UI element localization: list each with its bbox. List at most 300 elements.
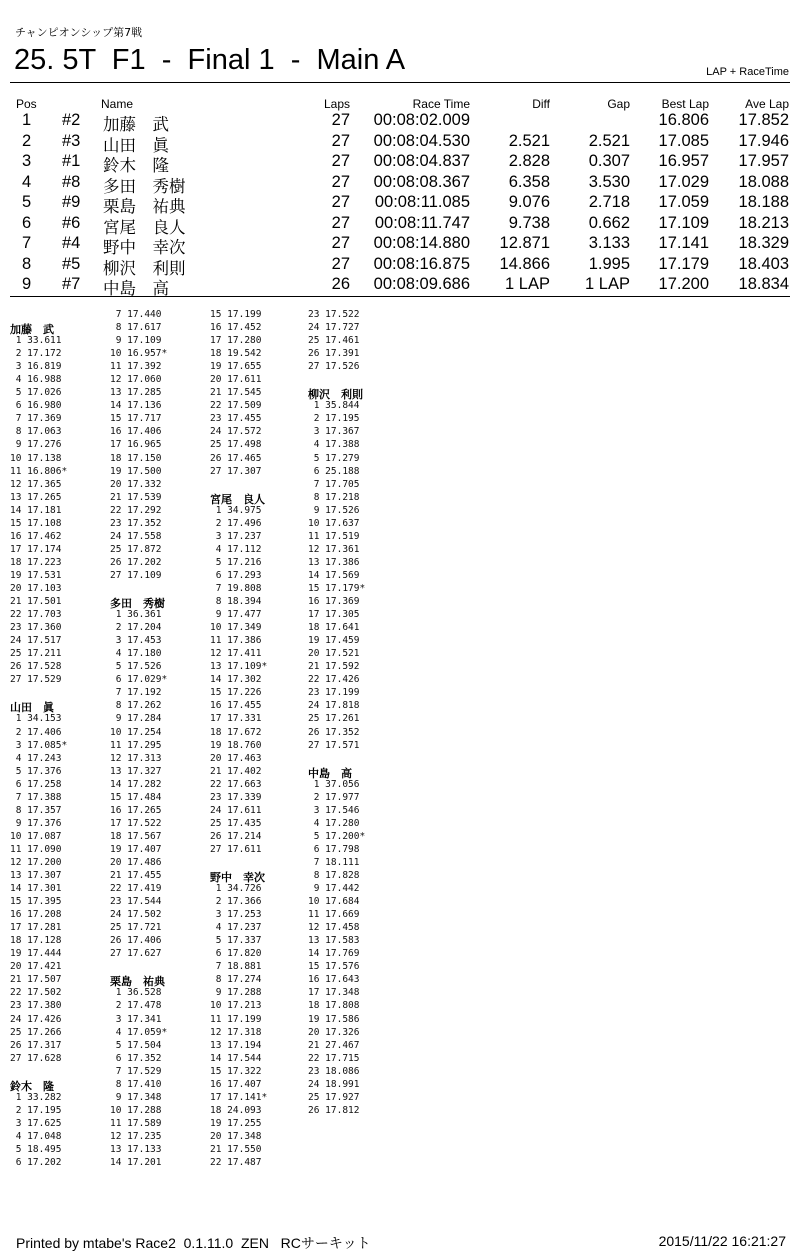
result-diff: 2.828 xyxy=(508,152,550,170)
lap-time: 20 17.348 xyxy=(210,1130,262,1142)
lap-time: 4 17.280 xyxy=(308,817,360,829)
lap-time: 14 17.301 xyxy=(10,883,62,895)
driver-heading: 多田 秀樹 xyxy=(110,597,165,611)
lap-time: 1 34.975 xyxy=(210,504,262,516)
lap-time: 19 17.407 xyxy=(110,843,162,855)
section-rule xyxy=(10,296,790,297)
lap-time: 16 17.369 xyxy=(308,596,360,608)
lap-time: 7 17.705 xyxy=(308,478,360,490)
result-best-lap: 17.059 xyxy=(658,193,709,211)
lap-time: 3 17.253 xyxy=(210,909,262,921)
result-best-lap: 17.179 xyxy=(658,254,709,273)
lap-time: 24 17.611 xyxy=(210,804,262,816)
lap-time: 26 17.352 xyxy=(308,726,360,738)
lap-time: 23 17.522 xyxy=(308,309,360,320)
lap-time: 2 17.478 xyxy=(110,1000,162,1012)
lap-time: 6 17.352 xyxy=(110,1052,162,1064)
result-race-time: 00:08:11.747 xyxy=(374,213,470,232)
lap-time: 11 17.295 xyxy=(110,739,162,751)
result-driver-name: 宮尾 良人 xyxy=(103,218,186,237)
lap-time: 25 17.721 xyxy=(110,922,162,934)
lap-time: 6 17.798 xyxy=(308,843,360,855)
lap-time: 10 17.087 xyxy=(10,830,62,842)
lap-time: 13 17.265 xyxy=(10,491,62,503)
result-ave-lap: 17.957 xyxy=(738,152,789,170)
lap-time: 10 17.138 xyxy=(10,452,62,464)
lap-time: 12 17.365 xyxy=(10,478,62,490)
result-ave-lap: 18.403 xyxy=(738,254,789,273)
result-driver-name: 野中 幸次 xyxy=(103,239,186,257)
lap-time: 8 17.357 xyxy=(10,804,62,816)
lap-time: 13 17.194 xyxy=(210,1039,262,1051)
lap-time: 25 17.461 xyxy=(308,335,360,347)
result-pos: 2 xyxy=(22,131,32,150)
lap-time: 13 17.327 xyxy=(110,765,162,777)
lap-time: 21 17.550 xyxy=(210,1144,262,1155)
lap-time: 15 17.395 xyxy=(10,896,62,908)
spacer xyxy=(110,960,210,973)
lap-time: 2 17.195 xyxy=(10,1104,62,1116)
lap-time: 11 17.589 xyxy=(110,1117,162,1129)
lap-time: 9 17.442 xyxy=(308,883,360,895)
lap-time: 16 17.265 xyxy=(110,804,162,816)
race-title: 25. 5T F1 - Final 1 - Main A xyxy=(14,44,406,76)
lap-time: 24 17.426 xyxy=(10,1013,62,1025)
result-car-number: #9 xyxy=(62,193,81,211)
result-laps: 27 xyxy=(331,172,350,191)
result-laps: 27 xyxy=(331,111,350,129)
lap-time: 21 17.592 xyxy=(308,661,360,673)
lap-time: 27 17.627 xyxy=(110,948,162,960)
spacer xyxy=(10,308,110,321)
header-race-time: Race Time xyxy=(412,97,470,111)
result-car-number: #1 xyxy=(62,152,81,170)
lap-time: 25 17.927 xyxy=(308,1091,360,1103)
lap-time: 9 17.288 xyxy=(210,987,262,999)
result-ave-lap: 18.329 xyxy=(738,234,789,252)
footer-timestamp: 2015/11/22 16:21:27 xyxy=(658,1233,786,1249)
lap-time: 22 17.703 xyxy=(10,609,62,621)
lap-time: 8 18.394 xyxy=(210,596,262,608)
lap-time: 16 17.407 xyxy=(210,1078,262,1090)
lap-time: 15 17.179* xyxy=(308,582,366,594)
spacer xyxy=(10,686,110,699)
result-pos: 8 xyxy=(22,254,32,273)
lap-time: 3 17.367 xyxy=(308,426,360,438)
lap-time: 6 17.029* xyxy=(110,674,168,686)
lap-time: 4 17.388 xyxy=(308,439,360,451)
result-diff: 9.076 xyxy=(508,193,550,211)
lap-time: 24 18.991 xyxy=(308,1078,360,1090)
footer-printed-by: Printed by mtabe's Race2 0.1.11.0 ZEN RCサーキット xyxy=(16,1235,371,1251)
result-ave-lap: 18.213 xyxy=(738,213,789,232)
lap-time: 11 17.199 xyxy=(210,1013,262,1025)
result-gap: 0.307 xyxy=(588,152,630,170)
result-car-number: #2 xyxy=(62,111,81,129)
lap-time: 17 17.522 xyxy=(110,817,162,829)
result-pos: 6 xyxy=(22,213,32,232)
lap-time: 7 17.440 xyxy=(110,309,162,320)
lap-time: 6 16.980 xyxy=(10,400,62,412)
lap-time: 7 17.388 xyxy=(10,791,62,803)
lap-time: 5 17.337 xyxy=(210,935,262,947)
result-pos: 4 xyxy=(22,172,32,191)
result-car-number: #7 xyxy=(62,275,81,293)
driver-heading: 山田 眞 xyxy=(10,701,54,715)
lap-time: 5 17.026 xyxy=(10,387,62,399)
result-pos: 5 xyxy=(22,193,32,211)
lap-time: 12 17.361 xyxy=(308,543,360,555)
lap-time: 9 17.477 xyxy=(210,609,262,621)
result-race-time: 00:08:16.875 xyxy=(373,254,470,273)
lap-time: 10 17.254 xyxy=(110,726,162,738)
lap-time: 26 17.391 xyxy=(308,348,360,360)
lap-time: 18 19.542 xyxy=(210,348,262,360)
result-gap: 2.521 xyxy=(588,131,630,150)
lap-time: 1 37.056 xyxy=(308,778,360,790)
lap-time: 19 17.655 xyxy=(210,361,262,373)
lap-time: 7 17.192 xyxy=(110,687,162,699)
lap-time: 23 17.544 xyxy=(110,896,162,908)
result-pos: 7 xyxy=(22,234,32,252)
lap-time: 4 17.112 xyxy=(210,543,262,555)
lap-time: 20 17.103 xyxy=(10,582,62,594)
lap-time: 19 17.459 xyxy=(308,635,360,647)
lap-time: 2 17.204 xyxy=(110,622,162,634)
header-best-lap: Best Lap xyxy=(661,97,709,111)
lap-time: 14 17.302 xyxy=(210,674,262,686)
lap-time: 23 18.086 xyxy=(308,1065,360,1077)
lap-time: 14 17.544 xyxy=(210,1052,262,1064)
result-gap: 3.530 xyxy=(588,172,630,191)
lap-time: 21 17.507 xyxy=(10,974,62,986)
lap-time: 21 17.455 xyxy=(110,870,162,882)
lap-time: 8 17.262 xyxy=(110,700,162,712)
lap-time: 20 17.421 xyxy=(10,961,62,973)
lap-time: 15 17.322 xyxy=(210,1065,262,1077)
lap-time: 24 17.502 xyxy=(110,909,162,921)
result-diff: 9.738 xyxy=(508,213,550,232)
spacer xyxy=(10,1065,110,1078)
header-name: Name xyxy=(101,97,134,111)
result-driver-name: 栗島 祐典 xyxy=(103,198,186,216)
lap-time: 18 24.093 xyxy=(210,1104,262,1116)
lap-time: 27 17.526 xyxy=(308,361,360,373)
result-diff: 2.521 xyxy=(508,131,550,150)
result-ave-lap: 18.088 xyxy=(738,172,789,191)
lap-time: 23 17.360 xyxy=(10,622,62,634)
lap-time: 24 17.727 xyxy=(308,322,360,334)
lap-time: 24 17.572 xyxy=(210,426,262,438)
result-car-number: #3 xyxy=(62,131,81,150)
lap-time: 8 17.828 xyxy=(308,870,360,882)
lap-time: 19 17.255 xyxy=(210,1117,262,1129)
lap-time: 18 17.150 xyxy=(110,452,162,464)
result-gap: 2.718 xyxy=(588,193,630,211)
lap-time: 13 17.133 xyxy=(110,1144,162,1155)
lap-time: 13 17.285 xyxy=(110,387,162,399)
driver-heading: 柳沢 利則 xyxy=(308,388,363,402)
lap-time: 5 17.216 xyxy=(210,556,262,568)
lap-time: 12 17.458 xyxy=(308,922,360,934)
lap-time: 5 17.376 xyxy=(10,765,62,777)
lap-time: 5 17.200* xyxy=(308,830,366,842)
lap-time: 23 17.455 xyxy=(210,413,262,425)
lap-time: 14 17.769 xyxy=(308,948,360,960)
lap-time: 13 17.109* xyxy=(210,661,268,673)
lap-time: 21 17.545 xyxy=(210,387,262,399)
lap-time: 17 16.965 xyxy=(110,439,162,451)
lap-time: 22 17.426 xyxy=(308,674,360,686)
result-car-number: #6 xyxy=(62,213,81,232)
lap-time: 24 17.517 xyxy=(10,635,62,647)
lap-time: 25 17.498 xyxy=(210,439,262,451)
lap-time: 23 17.352 xyxy=(110,517,162,529)
result-gap: 1 LAP xyxy=(585,275,630,293)
lap-column-2 xyxy=(110,308,210,1169)
result-driver-name: 鈴木 隆 xyxy=(103,157,169,175)
lap-time: 18 17.641 xyxy=(308,622,360,634)
lap-time: 1 34.153 xyxy=(10,713,62,725)
lap-time: 6 25.188 xyxy=(308,465,360,477)
result-best-lap: 16.806 xyxy=(658,111,709,129)
lap-time: 15 17.226 xyxy=(210,687,262,699)
lap-time: 4 17.048 xyxy=(10,1130,62,1142)
lap-time: 4 17.059* xyxy=(110,1026,168,1038)
lap-time: 10 17.637 xyxy=(308,517,360,529)
spacer xyxy=(308,373,408,386)
lap-time: 18 17.567 xyxy=(110,830,162,842)
lap-time: 20 17.486 xyxy=(110,856,162,868)
lap-time: 19 17.444 xyxy=(10,948,62,960)
lap-time: 2 17.366 xyxy=(210,896,262,908)
lap-time: 15 17.576 xyxy=(308,961,360,973)
lap-time: 23 17.199 xyxy=(308,687,360,699)
result-best-lap: 17.200 xyxy=(658,275,709,293)
result-diff: 1 LAP xyxy=(505,275,550,293)
lap-time: 20 17.521 xyxy=(308,648,360,660)
lap-time: 14 17.181 xyxy=(10,504,62,516)
lap-time: 23 17.380 xyxy=(10,1000,62,1012)
lap-time: 2 17.406 xyxy=(10,726,62,738)
lap-time: 23 17.339 xyxy=(210,791,262,803)
lap-time: 1 36.361 xyxy=(110,609,162,621)
lap-time: 22 17.715 xyxy=(308,1052,360,1064)
lap-time: 17 17.331 xyxy=(210,713,262,725)
lap-time: 25 17.211 xyxy=(10,648,62,660)
lap-time: 21 17.402 xyxy=(210,765,262,777)
lap-time: 16 17.406 xyxy=(110,426,162,438)
lap-time: 17 17.305 xyxy=(308,609,360,621)
lap-time: 6 17.820 xyxy=(210,948,262,960)
lap-time: 26 17.465 xyxy=(210,452,262,464)
result-race-time: 00:08:02.009 xyxy=(373,111,470,129)
spacer xyxy=(210,478,310,491)
lap-time: 1 35.844 xyxy=(308,400,360,412)
lap-time: 9 17.376 xyxy=(10,817,62,829)
lap-time: 14 17.136 xyxy=(110,400,162,412)
lap-time: 6 17.258 xyxy=(10,778,62,790)
result-laps: 27 xyxy=(331,213,350,232)
lap-time: 12 17.411 xyxy=(210,648,262,660)
lap-time: 16 17.455 xyxy=(210,700,262,712)
lap-time: 20 17.332 xyxy=(110,478,162,490)
lap-time: 12 17.060 xyxy=(110,374,162,386)
lap-time: 19 17.586 xyxy=(308,1013,360,1025)
result-best-lap: 17.109 xyxy=(658,213,709,232)
lap-time: 27 17.628 xyxy=(10,1052,62,1064)
result-race-time: 00:08:08.367 xyxy=(373,172,470,191)
result-best-lap: 17.029 xyxy=(658,172,709,191)
lap-column-1 xyxy=(10,308,110,1169)
lap-time: 16 17.643 xyxy=(308,974,360,986)
lap-time: 17 17.348 xyxy=(308,987,360,999)
lap-time: 19 18.760 xyxy=(210,739,262,751)
result-race-time: 00:08:04.530 xyxy=(373,131,470,150)
result-race-time: 00:08:14.880 xyxy=(373,234,470,252)
lap-time: 1 33.611 xyxy=(10,335,62,347)
lap-time: 10 17.213 xyxy=(210,1000,262,1012)
header-ave-lap: Ave Lap xyxy=(745,97,789,111)
lap-time: 20 17.463 xyxy=(210,752,262,764)
lap-time: 11 17.392 xyxy=(110,361,162,373)
driver-heading: 宮尾 良人 xyxy=(210,492,265,506)
lap-time: 11 17.669 xyxy=(308,909,360,921)
result-pos: 3 xyxy=(22,152,32,170)
lap-time: 11 16.806* xyxy=(10,465,68,477)
lap-time: 9 17.348 xyxy=(110,1091,162,1103)
lap-time: 14 17.282 xyxy=(110,778,162,790)
lap-time: 3 17.625 xyxy=(10,1117,62,1129)
lap-time: 25 17.872 xyxy=(110,543,162,555)
lap-time: 19 17.500 xyxy=(110,465,162,477)
lap-time: 9 17.109 xyxy=(110,335,162,347)
lap-time: 9 17.526 xyxy=(308,504,360,516)
lap-time: 2 17.977 xyxy=(308,791,360,803)
lap-column-3 xyxy=(210,308,310,1169)
result-car-number: #5 xyxy=(62,254,81,273)
lap-time: 8 17.063 xyxy=(10,426,62,438)
lap-time: 8 17.218 xyxy=(308,491,360,503)
lap-time: 21 17.501 xyxy=(10,596,62,608)
lap-time: 15 17.717 xyxy=(110,413,162,425)
result-diff: 6.358 xyxy=(508,172,550,191)
lap-time: 2 17.172 xyxy=(10,348,62,360)
lap-time: 1 36.528 xyxy=(110,987,162,999)
driver-heading: 中島 高 xyxy=(308,766,352,780)
result-ave-lap: 18.834 xyxy=(738,275,789,293)
lap-time: 26 17.317 xyxy=(10,1039,62,1051)
result-race-time: 00:08:09.686 xyxy=(373,275,470,293)
lap-time: 8 17.410 xyxy=(110,1078,162,1090)
lap-time: 24 17.818 xyxy=(308,700,360,712)
result-diff: 14.866 xyxy=(499,254,550,273)
result-best-lap: 17.085 xyxy=(658,131,709,150)
lap-time: 25 17.261 xyxy=(308,713,360,725)
result-car-number: #8 xyxy=(62,172,81,191)
lap-time: 3 17.085* xyxy=(10,739,68,751)
result-driver-name: 中島 高 xyxy=(103,280,169,298)
lap-time: 8 17.617 xyxy=(110,322,162,334)
lap-time: 3 17.546 xyxy=(308,804,360,816)
lap-time: 3 17.341 xyxy=(110,1013,162,1025)
lap-time: 10 16.957* xyxy=(110,348,168,360)
lap-time: 1 34.726 xyxy=(210,883,262,895)
header-pos: Pos xyxy=(16,97,37,111)
lap-time: 27 17.529 xyxy=(10,674,62,686)
lap-time: 27 17.571 xyxy=(308,739,360,751)
lap-time: 10 17.349 xyxy=(210,622,262,634)
lap-time: 12 17.200 xyxy=(10,856,62,868)
lap-time: 15 17.199 xyxy=(210,309,262,320)
lap-time: 16 17.462 xyxy=(10,530,62,542)
lap-time: 9 17.276 xyxy=(10,439,62,451)
result-laps: 27 xyxy=(331,193,350,211)
header-laps: Laps xyxy=(323,97,350,111)
lap-time: 20 17.611 xyxy=(210,374,262,386)
header-rule xyxy=(10,82,790,83)
lap-time: 12 17.235 xyxy=(110,1130,162,1142)
lap-time: 3 17.237 xyxy=(210,530,262,542)
lap-time: 26 17.812 xyxy=(308,1104,360,1116)
lap-time: 18 17.808 xyxy=(308,1000,360,1012)
lap-time: 17 17.174 xyxy=(10,543,62,555)
result-car-number: #4 xyxy=(62,234,81,252)
lap-time: 21 27.467 xyxy=(308,1039,360,1051)
lap-time: 10 17.684 xyxy=(308,896,360,908)
lap-time: 17 17.280 xyxy=(210,335,262,347)
lap-time: 5 17.504 xyxy=(110,1039,162,1051)
lap-time: 13 17.307 xyxy=(10,870,62,882)
lap-time: 18 17.223 xyxy=(10,556,62,568)
lap-time: 7 17.369 xyxy=(10,413,62,425)
lap-time: 13 17.386 xyxy=(308,556,360,568)
lap-time: 25 17.435 xyxy=(210,817,262,829)
result-driver-name: 多田 秀樹 xyxy=(103,177,186,196)
timing-mode: LAP + RaceTime xyxy=(706,66,789,78)
lap-time: 4 17.180 xyxy=(110,648,162,660)
lap-time: 14 17.201 xyxy=(110,1157,162,1169)
lap-time: 4 16.988 xyxy=(10,374,62,386)
lap-time: 22 17.509 xyxy=(210,400,262,412)
lap-time: 16 17.452 xyxy=(210,322,262,334)
lap-time: 17 17.141* xyxy=(210,1091,268,1103)
lap-time: 20 17.326 xyxy=(308,1026,360,1038)
lap-time: 4 17.243 xyxy=(10,752,62,764)
result-laps: 27 xyxy=(331,254,350,273)
lap-time: 27 17.109 xyxy=(110,569,162,581)
lap-time: 7 18.111 xyxy=(308,856,360,868)
lap-column-4 xyxy=(308,308,408,1117)
result-driver-name: 柳沢 利則 xyxy=(103,259,186,278)
lap-time: 18 17.672 xyxy=(210,726,262,738)
lap-time: 16 17.208 xyxy=(10,909,62,921)
result-pos: 1 xyxy=(22,111,32,129)
lap-time: 2 17.496 xyxy=(210,517,262,529)
lap-time: 10 17.288 xyxy=(110,1104,162,1116)
lap-time: 15 17.108 xyxy=(10,517,62,529)
lap-time: 1 33.282 xyxy=(10,1091,62,1103)
result-race-time: 00:08:04.837 xyxy=(373,152,470,170)
event-subtitle: チャンピオンシップ第7戦 xyxy=(15,26,143,39)
spacer xyxy=(210,856,310,869)
lap-time: 7 17.529 xyxy=(110,1065,162,1077)
lap-time: 5 17.526 xyxy=(110,661,162,673)
result-ave-lap: 17.946 xyxy=(738,131,789,150)
driver-heading: 鈴木 隆 xyxy=(10,1079,54,1093)
result-ave-lap: 17.852 xyxy=(738,111,789,129)
lap-time: 14 17.569 xyxy=(308,569,360,581)
